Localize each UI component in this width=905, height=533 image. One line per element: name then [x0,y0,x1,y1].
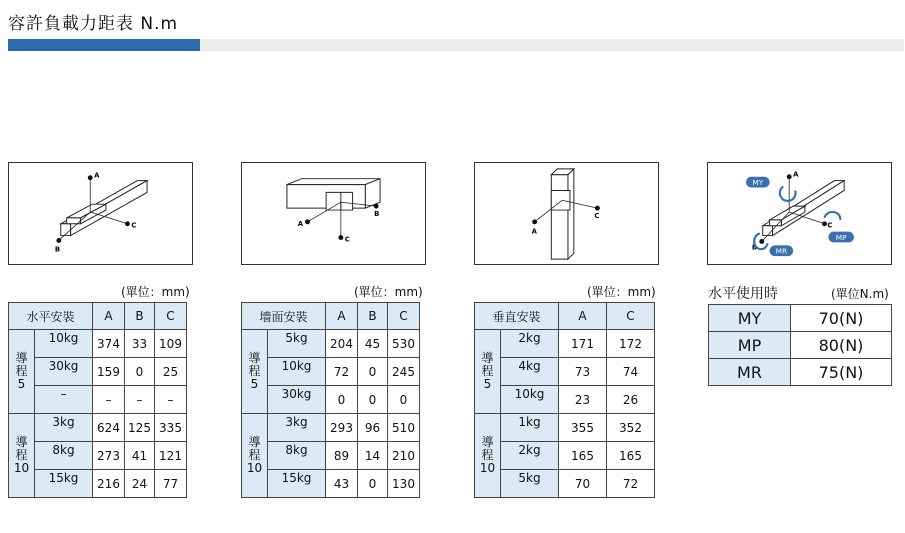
value-cell: 72 [607,470,655,498]
mr-badge-text: MR [775,246,788,256]
label-c: C [131,221,137,230]
value-cell: 165 [559,442,607,470]
title-accent-bar [8,39,200,51]
value-cell: 25 [155,358,187,386]
column-header: C [388,303,420,330]
value-cell: 43 [326,470,358,498]
weight-cell: 10kg [268,358,326,386]
weight-cell: 2kg [501,330,559,358]
table-row [709,359,892,386]
label-b: B [374,209,380,218]
diagram-vertical-mount [474,162,659,265]
diagram-wall-mount [241,162,426,265]
value-cell: 159 [93,358,125,386]
value-cell: 245 [388,358,420,386]
moment-table-unit: (單位N.m) [831,287,889,301]
value-cell: 624 [93,414,125,442]
value-cell: 0 [358,358,388,386]
moment-table-title: 水平使用時 [708,286,778,302]
weight-cell: 30kg [268,386,326,414]
label-c: C [344,235,350,244]
unit-label-vertical: (單位：mm) [587,285,656,299]
value-cell: 335 [155,414,187,442]
load-table-vertical [474,302,655,498]
lead-group-label: 導 程 10 [242,414,268,498]
weight-cell: 3kg [35,414,93,442]
lead-group-label: 導 程 5 [9,330,35,414]
mp-rotation-arrow [825,212,841,220]
value-cell: 352 [607,414,655,442]
table-title: 水平安裝 [9,303,93,330]
value-cell: 23 [559,386,607,414]
weight-cell: 15kg [35,470,93,498]
value-cell: 125 [125,414,155,442]
value-cell: 0 [388,386,420,414]
my-rotation-arrow [780,187,796,201]
lead-group-label: 導 程 5 [242,330,268,414]
moment-value-cell: 70(N) [791,305,892,332]
value-cell: 165 [607,442,655,470]
value-cell: 204 [326,330,358,358]
wall-mount-illustration [242,163,425,264]
unit-label-wall: (單位：mm) [354,285,423,299]
lead-group-label: 導 程 5 [475,330,501,414]
value-cell: 273 [93,442,125,470]
weight-cell: 5kg [268,330,326,358]
value-cell: 171 [559,330,607,358]
value-cell: 121 [155,442,187,470]
label-b: B [54,245,61,254]
column-header: A [326,303,358,330]
table-title: 垂直安裝 [475,303,559,330]
value-cell: 14 [358,442,388,470]
moment-key-cell: MP [709,332,791,359]
lead-group-label: 導 程 10 [9,414,35,498]
weight-cell: 3kg [268,414,326,442]
diagram-moment-directions [707,162,892,265]
value-cell: 0 [326,386,358,414]
label-a: A [793,170,799,179]
value-cell: 0 [125,358,155,386]
value-cell: 216 [93,470,125,498]
weight-cell: 2kg [501,442,559,470]
value-cell: 130 [388,470,420,498]
moment-value-cell: 80(N) [791,332,892,359]
value-cell: – [155,386,187,414]
value-cell: 374 [93,330,125,358]
value-cell: 109 [155,330,187,358]
value-cell: 96 [358,414,388,442]
horizontal-mount-illustration [9,163,192,264]
value-cell: 355 [559,414,607,442]
column-header: C [155,303,187,330]
value-cell: 33 [125,330,155,358]
value-cell: 172 [607,330,655,358]
unit-label-horizontal: (單位：mm) [121,285,190,299]
value-cell: 72 [326,358,358,386]
label-a: A [297,219,304,228]
value-cell: 74 [607,358,655,386]
weight-cell: 8kg [268,442,326,470]
weight-cell: – [35,386,93,414]
column-header: B [125,303,155,330]
load-table-horizontal [8,302,187,498]
value-cell: 293 [326,414,358,442]
my-badge-text: MY [752,178,764,188]
vertical-mount-illustration [475,163,658,264]
weight-cell: 30kg [35,358,93,386]
weight-cell: 5kg [501,470,559,498]
moment-key-cell: MR [709,359,791,386]
label-a: A [94,171,100,180]
value-cell: – [125,386,155,414]
value-cell: 77 [155,470,187,498]
value-cell: 45 [358,330,388,358]
moment-value-cell: 75(N) [791,359,892,386]
label-b: B [751,243,758,252]
table-row [709,305,892,332]
column-header: A [559,303,607,330]
title-underline-bar [8,39,904,51]
value-cell: 73 [559,358,607,386]
moment-directions-illustration [708,163,891,264]
weight-cell: 10kg [501,386,559,414]
column-header: C [607,303,655,330]
value-cell: 210 [388,442,420,470]
load-table-wall [241,302,420,498]
value-cell: 0 [358,470,388,498]
value-cell: 510 [388,414,420,442]
weight-cell: 15kg [268,470,326,498]
column-header: B [358,303,388,330]
value-cell: 70 [559,470,607,498]
mp-badge-text: MP [835,232,847,242]
page-title: 容許負載力距表 N.m [8,14,179,34]
weight-cell: 1kg [501,414,559,442]
moment-key-cell: MY [709,305,791,332]
label-c: C [594,211,600,220]
value-cell: – [93,386,125,414]
value-cell: 41 [125,442,155,470]
weight-cell: 4kg [501,358,559,386]
value-cell: 89 [326,442,358,470]
weight-cell: 8kg [35,442,93,470]
value-cell: 26 [607,386,655,414]
label-c: C [827,221,833,230]
column-header: A [93,303,125,330]
label-a: A [531,227,538,236]
weight-cell: 10kg [35,330,93,358]
moment-table [708,304,892,386]
value-cell: 24 [125,470,155,498]
lead-group-label: 導 程 10 [475,414,501,498]
table-title: 墻面安裝 [242,303,326,330]
value-cell: 0 [358,386,388,414]
table-row [709,332,892,359]
value-cell: 530 [388,330,420,358]
diagram-horizontal-mount [8,162,193,265]
